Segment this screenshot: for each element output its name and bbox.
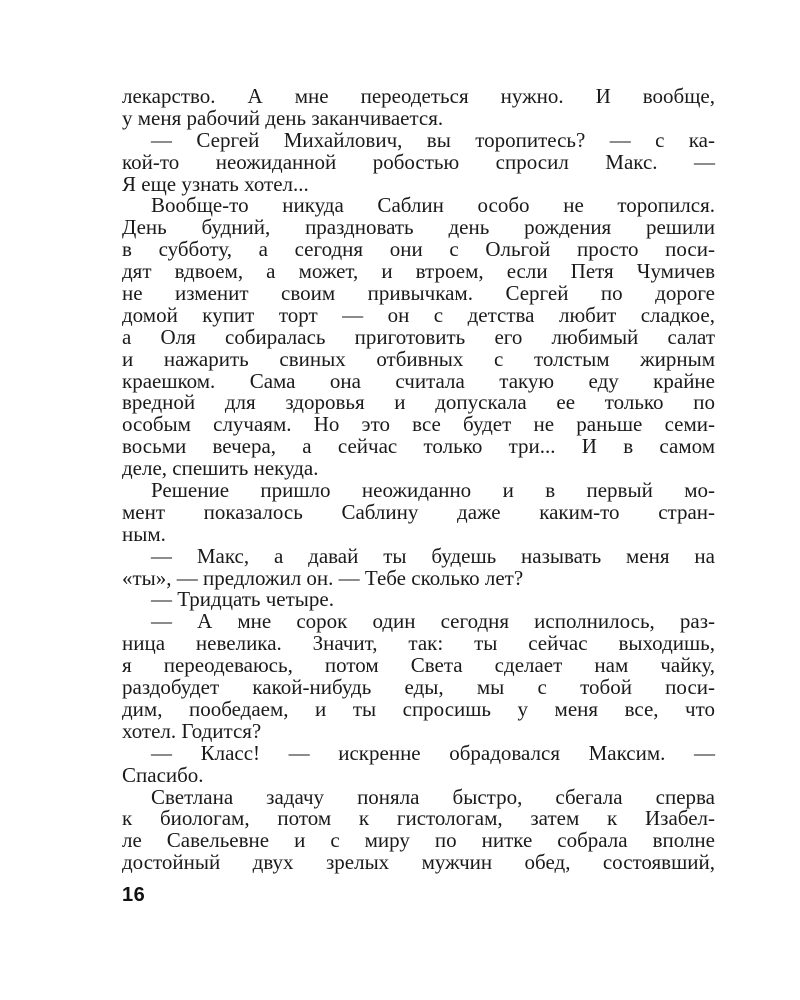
text-line: — Класс! — искренне обрадовался Максим. — xyxy=(151,740,715,765)
text-line: Светлана задачу поняла быстро, сбегала сперва xyxy=(151,784,715,809)
text-line: — Сергей Михайлович, вы торопитесь? — с ка- xyxy=(151,127,715,152)
text-line: раздобудет какой-нибудь еды, мы с тобой поси- xyxy=(122,675,715,700)
text-line: ным. xyxy=(122,521,166,546)
text-line: и нажарить свиных отбивных с толстым жирным xyxy=(122,346,715,371)
text-line: ле Савельевне и с миру по нитке собрала вполне xyxy=(122,828,715,853)
text-line: День будний, праздновать день рождения решили xyxy=(122,215,715,240)
text-line: Спасибо. xyxy=(122,762,204,787)
text-line: не изменит своим привычкам. Сергей по дороге xyxy=(122,281,715,306)
body-text xyxy=(122,86,715,874)
text-line: восьми вечера, а сейчас только три... И в самом xyxy=(122,434,715,459)
text-line: краешком. Сама она считала такую еду крайне xyxy=(122,368,715,393)
text-line: лекарство. А мне переодеться нужно. И вообще, xyxy=(122,84,715,108)
text-line: я переодеваюсь, потом Света сделает нам чайку, xyxy=(122,653,715,678)
text-line: мент показалось Саблину даже каким-то стран- xyxy=(122,499,715,524)
text-line: к биологам, потом к гистологам, затем к Изабел- xyxy=(122,806,715,831)
text-line: — Макс, а давай ты будешь называть меня на xyxy=(151,543,715,568)
page-number: 16 xyxy=(122,884,146,906)
text-line: вредной для здоровья и допускала ее только по xyxy=(122,390,715,415)
text-line: ница невелика. Значит, так: ты сейчас выходишь, xyxy=(122,631,715,656)
text-line: — А мне сорок один сегодня исполнилось, раз- xyxy=(151,609,715,634)
text-line: Решение пришло неожиданно и в первый мо- xyxy=(151,478,715,503)
text-line: дим, пообедаем, и ты спросишь у меня все, что xyxy=(122,696,715,721)
text-line: кой-то неожиданной робостью спросил Макс. — xyxy=(122,149,715,174)
text-line: у меня рабочий день заканчивается. xyxy=(122,105,444,130)
text-line: дят вдвоем, а может, и втроем, если Петя Чумичев xyxy=(122,259,715,284)
text-line: хотел. Годится? xyxy=(122,718,262,743)
text-line: в субботу, а сегодня они с Ольгой просто поси- xyxy=(122,237,715,262)
text-line: «ты», — предложил он. — Тебе сколько лет? xyxy=(122,565,524,590)
text-line: — Тридцать четыре. xyxy=(151,587,334,612)
text-line: а Оля собиралась приготовить его любимый салат xyxy=(122,324,715,349)
text-line: Я еще узнать хотел... xyxy=(122,171,309,196)
text-line: особым случаям. Но это все будет не раньше семи- xyxy=(122,412,715,437)
text-line: деле, спешить некуда. xyxy=(122,456,319,481)
text-line: достойный двух зрелых мужчин обед, состоявший, xyxy=(122,850,715,875)
text-line: домой купит торт — он с детства любит сладкое, xyxy=(122,302,715,327)
text-line: Вообще-то никуда Саблин особо не торопился. xyxy=(151,193,715,218)
